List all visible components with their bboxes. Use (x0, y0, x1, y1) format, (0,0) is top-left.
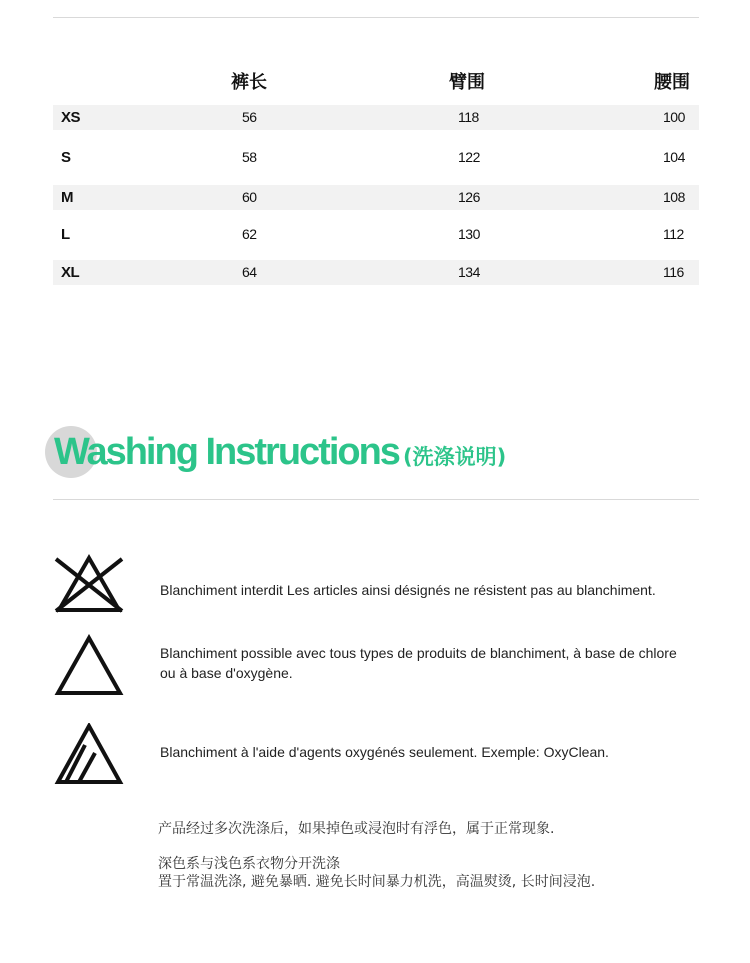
care-note-line: 产品经过多次洗涤后，如果掉色或浸泡时有浮色，属于正常现象. (158, 821, 555, 837)
size-label: XL (61, 264, 80, 281)
table-cell: 122 (458, 149, 480, 165)
table-cell: 108 (663, 189, 685, 205)
size-label: XS (61, 109, 81, 126)
table-row (53, 185, 699, 210)
header-arm-circumference: 臂围 (449, 72, 485, 93)
table-cell: 56 (242, 109, 257, 125)
table-row (53, 260, 699, 285)
any-bleach-icon (53, 634, 125, 696)
washing-subtitle: (洗涤说明) (403, 445, 507, 469)
top-divider (53, 17, 699, 18)
table-cell: 112 (663, 226, 684, 242)
care-note (158, 820, 554, 838)
table-row (53, 145, 699, 170)
table-cell: 64 (242, 264, 257, 280)
non-chlorine-bleach-icon (53, 723, 125, 785)
table-cell: 118 (458, 109, 479, 125)
no-bleach-icon (53, 553, 125, 615)
table-row (53, 222, 699, 247)
table-row (53, 105, 699, 130)
care-note-line: 深色系与浅色系衣物分开洗涤 (158, 856, 340, 872)
section-divider (53, 499, 699, 500)
size-label: L (61, 226, 70, 243)
size-table (53, 66, 699, 285)
table-cell: 126 (458, 189, 480, 205)
washing-title-text: Washing Instructions (54, 431, 399, 473)
size-table-header (53, 66, 699, 104)
header-waist: 腰围 (654, 72, 690, 93)
table-cell: 58 (242, 149, 257, 165)
table-cell: 60 (242, 189, 257, 205)
header-pants-length: 裤长 (231, 72, 267, 93)
size-label: S (61, 149, 71, 166)
care-note-line: 置于常温洗涤, 避免暴晒. 避免长时间暴力机洗，高温熨烫, 长时间浸泡. (158, 874, 596, 890)
table-cell: 62 (242, 226, 257, 242)
table-cell: 116 (663, 264, 684, 280)
instruction-text: Blanchiment possible avec tous types de produits de blanchiment, à base de chlore ou à base d'oxygène. (160, 645, 677, 681)
size-label: M (61, 189, 73, 206)
instruction-text: Blanchiment à l'aide d'agents oxygénés seulement. Exemple: OxyClean. (160, 744, 609, 760)
table-cell: 130 (458, 226, 480, 242)
washing-title (45, 425, 645, 481)
table-cell: 104 (663, 149, 685, 165)
table-cell: 134 (458, 264, 480, 280)
table-cell: 100 (663, 109, 685, 125)
instruction-text: Blanchiment interdit Les articles ainsi désignés ne résistent pas au blanchiment. (160, 582, 656, 598)
care-note (158, 855, 595, 891)
